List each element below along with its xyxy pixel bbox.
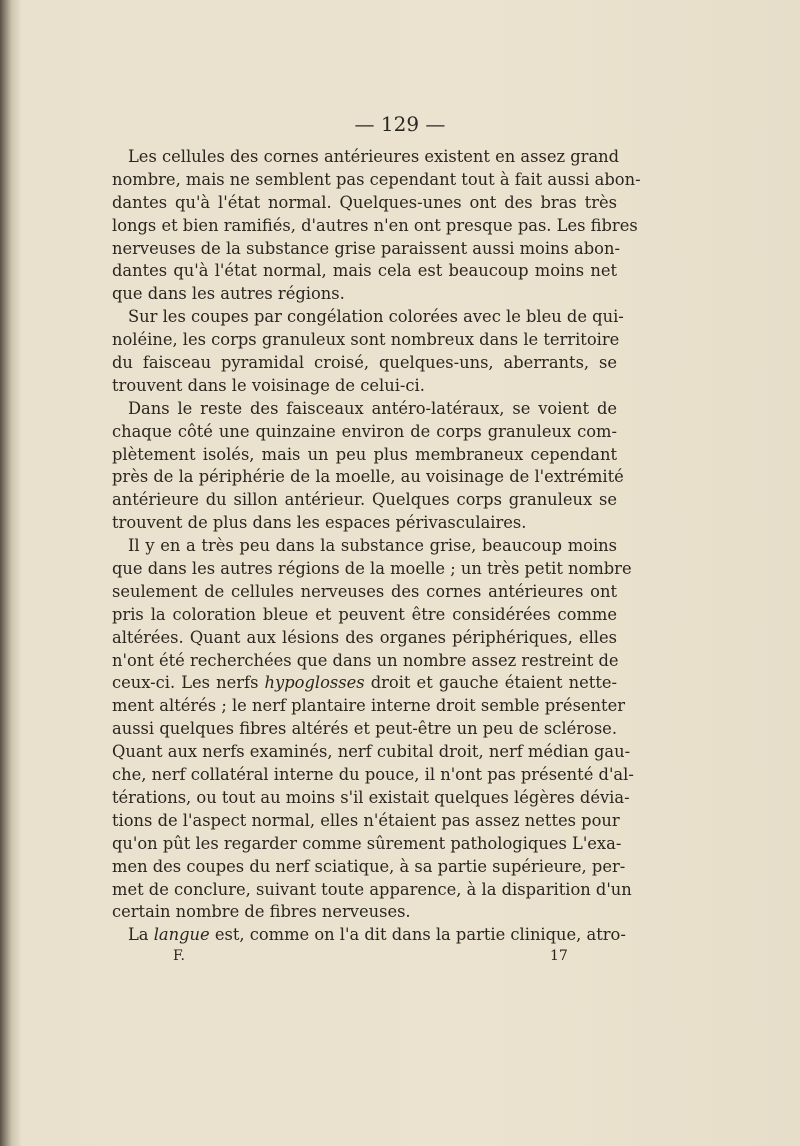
text-line: certain nombre de fibres nerveuses. <box>112 902 411 922</box>
text-line: qu'on pût les regarder comme sûrement pathologiques L'exa- <box>112 833 622 853</box>
text-line: che, nerf collatéral interne du pouce, il n'ont pas présenté d'al- <box>112 765 634 785</box>
text-line: pris la coloration bleue et peuvent être considérées comme <box>112 604 617 624</box>
text-line: plètement isolés, mais un peu plus membraneux cependant <box>112 444 617 464</box>
text-line: Quant aux nerfs examinés, nerf cubital droit, nerf médian gau- <box>112 742 631 762</box>
text-line: tions de l'aspect normal, elles n'étaient pas assez nettes pour <box>112 810 620 830</box>
text-line: ceux-ci. Les nerfs hypoglosses droit et gauche étaient nette- <box>112 673 617 693</box>
text-line: trouvent dans le voisinage de celui-ci. <box>112 375 425 395</box>
text-line: men des coupes du nerf sciatique, à sa partie supérieure, per- <box>112 856 626 876</box>
text-line: nerveuses de la substance grise paraissent aussi moins abon- <box>112 238 620 258</box>
text-line: altérées. Quant aux lésions des organes périphériques, elles <box>112 627 617 647</box>
text-line: près de la périphérie de la moelle, au voisinage de l'extrémité <box>112 467 624 487</box>
running-head: — 129 — <box>354 112 446 136</box>
text-line: Les cellules des cornes antérieures existent en assez grand <box>128 147 620 166</box>
text-line: que dans les autres régions. <box>112 284 345 304</box>
text-line: Sur les coupes par congélation colorées avec le bleu de qui- <box>128 307 624 327</box>
text-line: dantes qu'à l'état normal, mais cela est beaucoup moins net <box>112 261 617 281</box>
sheet-number: 17 <box>550 948 568 964</box>
italic-term: langue <box>153 925 210 945</box>
text-line: trouvent de plus dans les espaces périvasculaires. <box>112 513 527 533</box>
text-line: La langue est, comme on l'a dit dans la partie clinique, atro- <box>128 925 626 945</box>
text-line: que dans les autres régions de la moelle ; un très petit nombre <box>112 559 632 579</box>
text-line: du faisceau pyramidal croisé, quelques-uns, aberrants, se <box>112 353 617 373</box>
text-line: dantes qu'à l'état normal. Quelques-unes ont des bras très <box>112 192 617 212</box>
text-line: met de conclure, suivant toute apparence, à la disparition d'un <box>112 879 632 899</box>
page-body-text <box>112 146 641 947</box>
text-line: n'ont été recherchées que dans un nombre assez restreint de <box>112 650 619 670</box>
text-line: Dans le reste des faisceaux antéro-latéraux, se voient de <box>128 398 617 418</box>
text-line: nombre, mais ne semblent pas cependant tout à fait aussi abon- <box>112 169 641 189</box>
text-line: seulement de cellules nerveuses des cornes antérieures ont <box>112 581 617 601</box>
italic-term: hypoglosses <box>264 673 365 693</box>
signature-mark: F. <box>173 948 185 964</box>
text-line: aussi quelques fibres altérés et peut-être un peu de sclérose. <box>112 719 617 739</box>
text-line: ment altérés ; le nerf plantaire interne droit semble présenter <box>112 696 626 716</box>
text-line: térations, ou tout au moins s'il existait quelques légères dévia- <box>112 787 630 807</box>
text-line: longs et bien ramifiés, d'autres n'en ont presque pas. Les fibres <box>112 215 638 235</box>
text-line: Il y en a très peu dans la substance grise, beaucoup moins <box>128 536 617 556</box>
text-line: antérieure du sillon antérieur. Quelques corps granuleux se <box>112 490 617 510</box>
text-line: chaque côté une quinzaine environ de corps granuleux com- <box>112 421 617 441</box>
text-line: noléine, les corps granuleux sont nombreux dans le territoire <box>112 330 620 350</box>
